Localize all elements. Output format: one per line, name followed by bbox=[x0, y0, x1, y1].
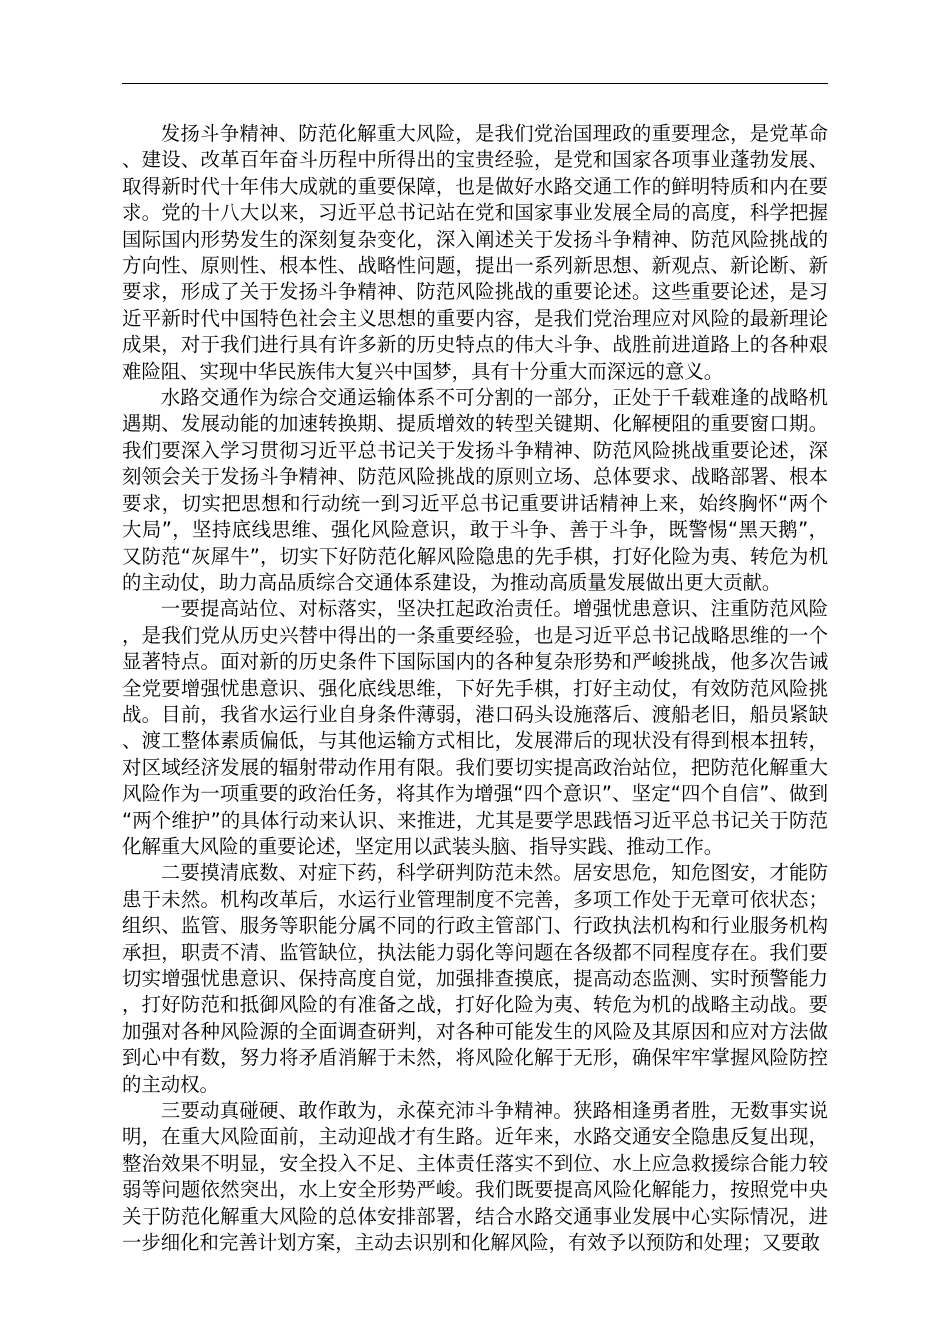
paragraph-5: 三要动真碰硬、敢作敢为，永葆充沛斗争精神。狭路相逢勇者胜，无数事实说明，在重大风险面前，主动迎战才有生路。近年来，水路交通安全隐患反复出现，整治效果不明显，安全投入不足、主体责任落实不到位、水上应急救援综合能力较弱等问题依然突出，水上安全形势严峻。我们既要提高风险化解能力，按照党中央关于防范化解重大风险的总体安排部署，结合水路交通事业发展中心实际情况，进一步细化和完善计划方案，主动去识别和化解风险，有效予以预防和处理；又要敢 bbox=[122, 1099, 828, 1255]
document-body bbox=[122, 121, 828, 1256]
paragraph-3: 一要提高站位、对标落实，坚决扛起政治责任。增强忧患意识、注重防范风险，是我们党从历史兴替中得出的一条重要经验，也是习近平总书记战略思维的一个显著特点。面对新的历史条件下国际国内的各种复杂形势和严峻挑战，他多次告诫全党要增强忧患意识、强化底线思维，下好先手棋，打好主动仗，有效防范风险挑战。目前，我省水运行业自身条件薄弱，港口码头设施落后、渡船老旧，船员紧缺、渡工整体素质偏低，与其他运输方式相比，发展滞后的现状没有得到根本扭转，对区域经济发展的辐射带动作用有限。我们要切实提高政治站位，把防范化解重大风险作为一项重要的政治任务，将其作为增强“四个意识”、坚定“四个自信”、做到“两个维护”的具体行动来认识、来推进，尤其是要学思践悟习近平总书记关于防范化解重大风险的重要论述，坚定用以武装头脑、指导实践、推动工作。 bbox=[122, 597, 828, 858]
paragraph-2: 水路交通作为综合交通运输体系不可分割的一部分，正处于千载难逢的战略机遇期、发展动能的加速转换期、提质增效的转型关键期、化解梗阻的重要窗口期。我们要深入学习贯彻习近平总书记关于发扬斗争精神、防范风险挑战重要论述，深刻领会关于发扬斗争精神、防范风险挑战的原则立场、总体要求、战略部署、根本要求，切实把思想和行动统一到习近平总书记重要讲话精神上来，始终胸怀“两个大局”，坚持底线思维、强化风险意识，敢于斗争、善于斗争，既警惕“黑天鹅”，又防范“灰犀牛”，切实下好防范化解风险隐患的先手棋，打好化险为夷、转危为机的主动仗，助力高品质综合交通体系建设，为推动高质量发展做出更大贡献。 bbox=[122, 386, 828, 594]
paragraph-4: 二要摸清底数、对症下药，科学研判防范未然。居安思危，知危图安，才能防患于未然。机构改革后，水运行业管理制度不完善，多项工作处于无章可依状态；组织、监管、服务等职能分属不同的行政主管部门、行政执法机构和行业服务机构承担，职责不清、监管缺位，执法能力弱化等问题在各级都不同程度存在。我们要切实增强忧患意识、保持高度自觉，加强排查摸底，提高动态监测、实时预警能力，打好防范和抵御风险的有准备之战，打好化险为夷、转危为机的战略主动战。要加强对各种风险源的全面调查研判，对各种可能发生的风险及其原因和应对方法做到心中有数，努力将矛盾消解于未然，将风险化解于无形，确保牢牢掌握风险防控的主动权。 bbox=[122, 861, 828, 1096]
header-divider bbox=[122, 83, 828, 84]
paragraph-1: 发扬斗争精神、防范化解重大风险，是我们党治国理政的重要理念，是党革命、建设、改革百年奋斗历程中所得出的宝贵经验，是党和国家各项事业蓬勃发展、取得新时代十年伟大成就的重要保障，也是做好水路交通工作的鲜明特质和内在要求。党的十八大以来，习近平总书记站在党和国家事业发展全局的高度，科学把握国际国内形势发生的深刻复杂变化，深入阐述关于发扬斗争精神、防范风险挑战的方向性、原则性、根本性、战略性问题，提出一系列新思想、新观点、新论断、新要求，形成了关于发扬斗争精神、防范风险挑战的重要论述。这些重要论述，是习近平新时代中国特色社会主义思想的重要内容，是我们党治理应对风险的最新理论成果，对于我们进行具有许多新的历史特点的伟大斗争、战胜前进道路上的各种艰难险阻、实现中华民族伟大复兴中国梦，具有十分重大而深远的意义。 bbox=[122, 122, 828, 383]
